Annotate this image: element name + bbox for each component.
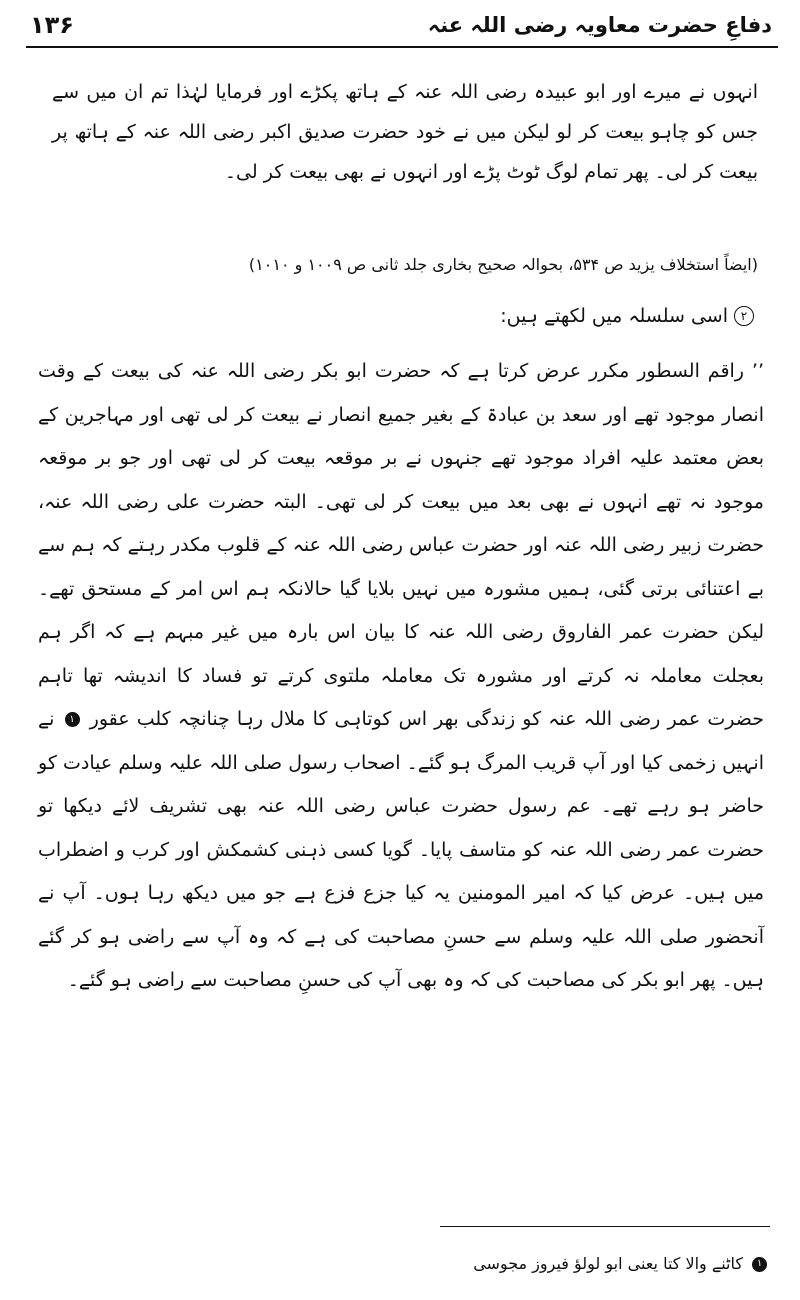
- section-heading-text: اسی سلسلہ میں لکھتے ہیں:: [500, 305, 728, 327]
- page-header: [30, 8, 772, 42]
- footnote-number: ۱: [752, 1257, 767, 1272]
- section-2: [38, 350, 764, 1003]
- section-number-badge: ۲: [734, 306, 754, 326]
- footnote-marker[interactable]: ۱: [65, 712, 80, 727]
- section-2-heading: [500, 298, 754, 334]
- quoted-paragraph: [38, 350, 764, 1003]
- running-title: دفاعِ حضرت معاویہ رضی اللہ عنہ: [427, 13, 772, 37]
- footnote-text: کاٹنے والا کتا یعنی ابو لولؤ فیروز مجوسی: [473, 1254, 743, 1273]
- page-number: ۱۳۶: [30, 11, 74, 39]
- quoted-paragraph-part2: نے انہیں زخمی کیا اور آپ قریب المرگ ہو گئے۔ اصحاب رسول صلی اللہ علیہ وسلم عیادت کو حاضر ہو رہے تھے۔ عم رسول حضرت عباس رضی اللہ عنہ بھی تشریف لائے دیکھا تو حضرت عمر رضی اللہ عنہ کو متاسف پایا۔ گویا کسی ذہنی کشمکش اور کرب و اضطراب میں ہیں۔ عرض کیا کہ امیر المومنین یہ کیا جزع فزع ہے جو میں دیکھ رہا ہوں۔ آپ نے آنحضور صلی اللہ علیہ وسلم سے حسنِ مصاحبت کی ہے کہ وہ آپ سے راضی ہو کر گئے ہیں۔ پھر ابو بکر کی مصاحبت کی کہ وہ بھی آپ کی حسنِ مصاحبت سے راضی ہو گئے۔: [38, 708, 764, 991]
- header-divider: [26, 46, 778, 48]
- citation-reference: (ایضاً استخلاف یزید ص ۵۳۴، بحوالہ صحیح بخاری جلد ثانی ص ۱۰۰۹ و ۱۰۱۰): [248, 255, 758, 274]
- paragraph-1: انہوں نے میرے اور ابو عبیدہ رضی اللہ عنہ کے ہاتھ پکڑے اور فرمایا لہٰذا تم ان میں سے جس کو چاہو بیعت کر لو لیکن میں نے خود حضرت صدیق اکبر رضی اللہ عنہ کے ہاتھ پر بیعت کر لی۔ پھر تمام لوگ ٹوٹ پڑے اور انہوں نے بھی بیعت کر لی۔: [52, 81, 758, 183]
- quoted-paragraph-part1: ’’ راقم السطور مکرر عرض کرتا ہے کہ حضرت ابو بکر رضی اللہ عنہ کی بیعت کے وقت انصار موجود تھے اور سعد بن عبادۃ کے بغیر جمیع انصار نے بیعت کر لی تھی اور مہاجرین کے بعض معتمد علیہ افراد موجود تھے جنہوں نے بر موقعہ بیعت کر لی تھی اور جو بر موقعہ موجود نہ تھے انہوں نے بھی بعد میں بیعت کر لی تھی۔ البتہ حضرت علی رضی اللہ عنہ، حضرت زبیر رضی اللہ عنہ اور حضرت عباس رضی اللہ عنہ کے قلوب مکدر رہتے کہ ہم سے بے اعتنائی برتی گئی، ہمیں مشورہ میں نہیں بلایا گیا حالانکہ ہم اس امر کے مستحق تھے۔ لیکن حضرت عمر الفاروق رضی اللہ عنہ کا بیان اس بارہ میں غیر مبہم ہے کہ اگر ہم بعجلت معاملہ نہ کرتے اور مشورہ تک معاملہ ملتوی کرتے تو فساد کا اندیشہ تھا تاہم حضرت عمر رضی اللہ عنہ کو زندگی بھر اس کوتاہی کا ملال رہا چنانچہ کلب عقور: [38, 360, 764, 730]
- footnote-divider: [440, 1226, 770, 1227]
- section-1: [52, 72, 758, 192]
- footnote: [473, 1252, 770, 1276]
